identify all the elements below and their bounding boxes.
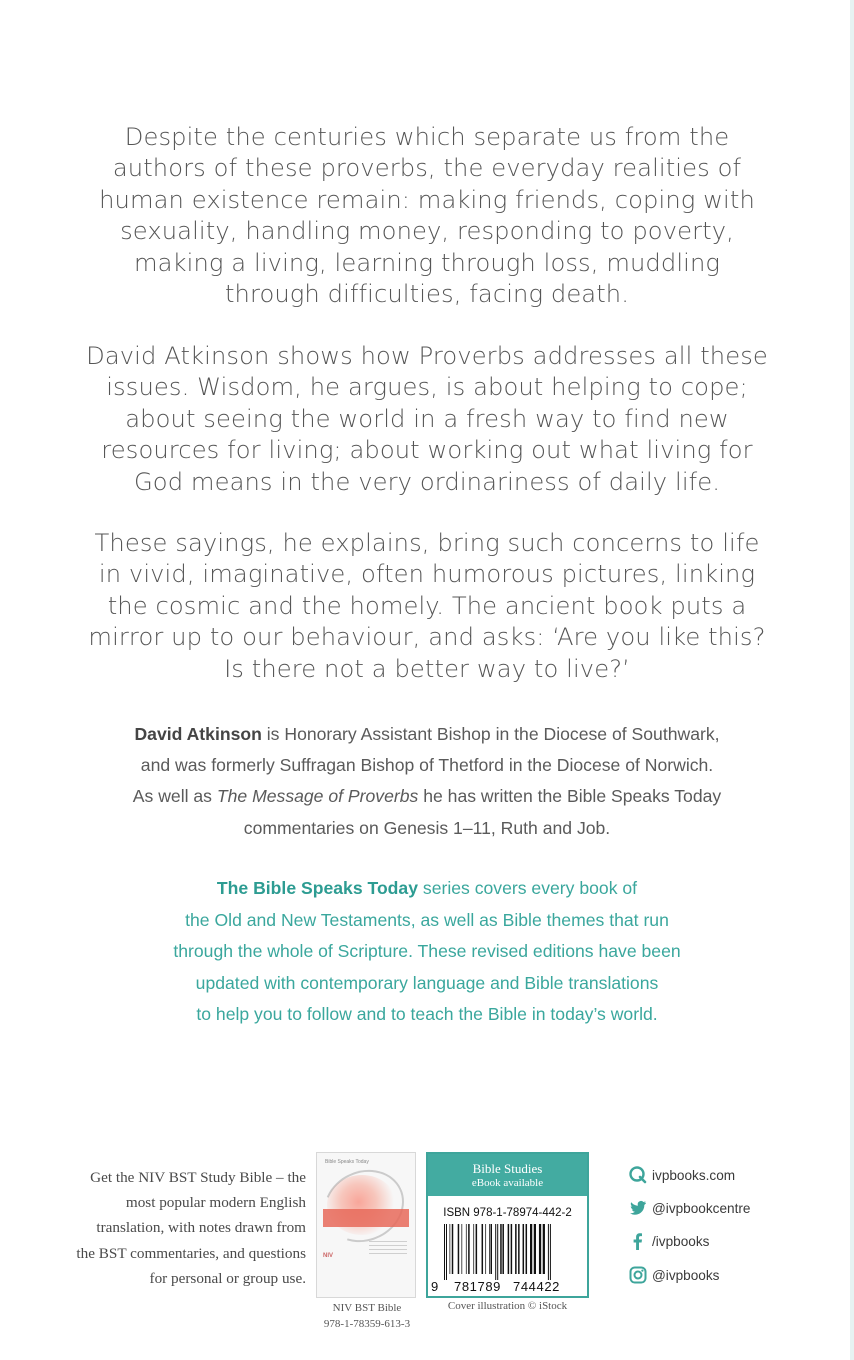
instagram-text: @ivpbooks [652,1267,720,1283]
bio-text: he has written the Bible Speaks Today [418,786,722,807]
series-line: through the whole of Scripture. These revised editions have been [173,941,681,962]
series-line: to help you to follow and to teach the Bible in today’s world. [196,1004,658,1025]
promo-line: Get the NIV BST Study Bible – the [90,1169,306,1186]
blurb-paragraph-1 [60,122,794,310]
blurb-line: These sayings, he explains, bring such concerns to life [94,529,760,557]
barcode-guard-bar [497,1224,498,1280]
series-text: series covers every book of [418,878,638,898]
blurb-paragraph-2 [60,341,794,498]
website-link[interactable] [628,1162,735,1188]
barcode-bar [491,1224,493,1274]
bio-line: and was formerly Suffragan Bishop of Thetford in the Diocese of Norwich. [140,755,714,776]
barcode-guard-bar [548,1224,549,1280]
facebook-icon [628,1231,648,1251]
barcode-bar [500,1224,502,1274]
promo-line: for personal or group use. [149,1269,306,1287]
barcode-bar [539,1224,541,1274]
study-bible-caption [300,1300,434,1332]
barcode-bar [523,1224,525,1274]
barcode-digits-left: 781789 [454,1279,501,1294]
isbn-box [426,1152,589,1298]
author-name: David Atkinson [134,724,262,744]
barcode-bar [485,1224,486,1274]
bio-line: commentaries on Genesis 1–11, Ruth and Job. [243,817,611,838]
series-name: The Bible Speaks Today [216,878,419,898]
blurb-line: in vivid, imaginative, often humorous pictures, linking [98,560,756,589]
bio-text: is Honorary Assistant Bishop in the Diocese of Southwark, [261,724,720,744]
facebook-link[interactable] [628,1228,709,1254]
cover-band [323,1209,409,1227]
barcode-guard-bar [550,1224,551,1280]
barcode-bar [473,1224,474,1274]
ivp-q-icon [628,1165,648,1185]
instagram-link[interactable] [628,1262,719,1288]
bio-line [60,719,794,750]
blurb-line: about seeing the world in a fresh way to find new [125,404,729,433]
barcode-bar [502,1224,504,1274]
series-line [60,873,794,905]
blurb-line: God means in the very ordinariness of daily life. [133,467,721,496]
promo-line: most popular modern English [125,1194,306,1212]
barcode-bar [508,1224,510,1274]
blurb-line: the cosmic and the homely. The ancient book puts a [107,591,747,620]
barcode-bar [526,1224,528,1274]
series-description [60,873,794,1031]
twitter-text: @ivpbookcentre [652,1200,751,1216]
facebook-text: /ivpbooks [652,1233,710,1249]
series-line: the Old and New Testaments, as well as Bible themes that run [185,909,669,930]
series-line: updated with contemporary language and Bible translations [195,972,659,993]
barcode-guard-bar [444,1224,445,1280]
blurb-paragraph-3 [60,528,794,685]
blurb-line: resources for living; about working out what living for [101,436,753,465]
barcode-bar [515,1224,517,1274]
barcode-guard-bar [495,1224,496,1280]
promo-line: the BST commentaries, and questions [76,1244,306,1262]
blurb-line: mirror up to our behaviour, and asks: ‘Are you like this? [88,623,766,652]
study-bible-name: NIV BST Bible [332,1302,402,1314]
barcode-bar [482,1224,484,1274]
page-edge [850,0,854,1360]
twitter-icon [628,1198,648,1218]
blurb-line: Is there not a better way to live?’ [224,654,630,683]
book-title: The Message of Proverbs [216,786,419,807]
website-text: ivpbooks.com [652,1167,736,1183]
ebook-label: eBook available [471,1177,544,1189]
category-label: Bible Studies [472,1161,543,1176]
blurb-line: human existence remain: making friends, coping with [99,185,755,214]
isbn-number: ISBN 978-1-78974-442-2 [443,1207,572,1219]
barcode-bar [530,1224,532,1274]
barcode-guard-bar [446,1224,447,1280]
barcode-bar [466,1224,467,1274]
bio-text: As well as [132,786,217,807]
instagram-icon [628,1265,648,1285]
barcode-bar [476,1224,478,1274]
bio-line [60,781,794,812]
twitter-link[interactable] [628,1195,750,1221]
barcode-digit-prefix: 9 [431,1279,439,1294]
blurb-line: authors of these proverbs, the everyday realities of [112,154,742,183]
blurb-line: sexuality, handling money, responding to poverty, [120,217,734,246]
study-bible-promo [30,1165,306,1291]
barcode-bar [511,1224,513,1274]
barcode [442,1224,574,1280]
blurb-line: through difficulties, facing death. [224,280,630,309]
barcode-digits-right: 744422 [513,1279,560,1294]
barcode-bar [452,1224,454,1274]
cover-niv-mark: NIV [323,1253,334,1259]
cover-credit: Cover illustration © iStock [447,1300,568,1312]
barcode-bar [489,1224,490,1274]
blurb-line: Despite the centuries which separate us from the [124,123,730,151]
barcode-bar [468,1224,470,1274]
barcode-bar [518,1224,520,1274]
blurb-line: making a living, learning through loss, muddling [133,248,721,277]
barcode-bar [534,1224,536,1274]
barcode-bar [461,1224,462,1274]
barcode-bar [543,1224,545,1274]
author-bio [60,719,794,844]
barcode-bar [458,1224,460,1274]
cover-text-lines [369,1241,407,1257]
cover-title: Bible Speaks Today [325,1159,369,1165]
blurb-line: David Atkinson shows how Proverbs addresses all these [86,342,768,370]
barcode-bar [450,1224,451,1274]
promo-line: translation, with notes drawn from [96,1219,306,1237]
study-bible-cover-image [316,1152,416,1298]
blurb-line: issues. Wisdom, he argues, is about helping to cope; [106,373,748,402]
category-header [428,1154,587,1196]
study-bible-isbn: 978-1-78359-613-3 [323,1318,411,1330]
